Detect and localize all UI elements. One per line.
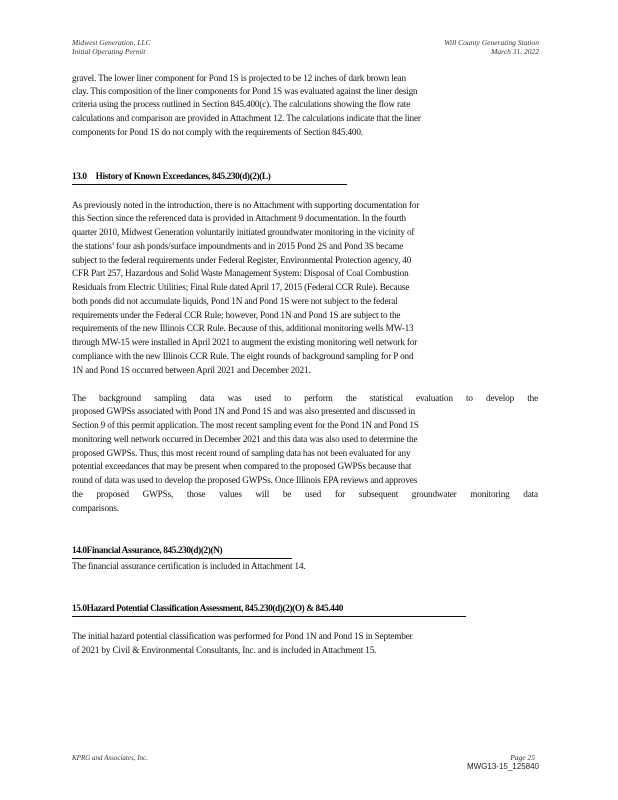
body-line: this Section since the referenced data is provided in Attachment 9 documentation. In the fourth	[72, 213, 407, 223]
section-number: 15.0	[72, 604, 87, 614]
body-line: Residuals from Electric Utilities; Final Rule dated April 17, 2015 (Federal CCR Rule). Because	[72, 282, 410, 292]
section-number: 14.0	[72, 546, 87, 556]
body-line: through MW-15 were installed in April 2021 to augment the existing monitoring well network for	[72, 337, 418, 347]
body-line: of 2021 by Civil & Environmental Consultants, Inc. and is included in Attachment 15.	[72, 645, 377, 655]
body-line: requirements of the new Illinois CCR Rule. Because of this, additional monitoring wells MW-13	[72, 323, 414, 333]
body-line: calculations and comparison are provided in Attachment 12. The calculations indicate that the liner	[72, 113, 421, 123]
body-line: clay. This composition of the liner components for Pond 1S was evaluated against the liner design	[72, 86, 418, 96]
body-line: round of data was used to develop the proposed GWPSs. Once Illinois EPA reviews and approves	[72, 475, 418, 485]
section-15-heading	[72, 603, 466, 617]
body-line: quarter 2010, Midwest Generation voluntarily initiated groundwater monitoring in the vicinity of	[72, 227, 415, 237]
body-line: requirements under the Federal CCR Rule; however, Pond 1N and Pond 1S are subject to the	[72, 310, 401, 320]
body-line: The background sampling data was used to perform the statistical evaluation to develop the	[72, 393, 538, 403]
body-line: compliance with the new Illinois CCR Rule. The eight rounds of background sampling for P ond	[72, 351, 414, 361]
body-line: As previously noted in the introduction, there is no Attachment with supporting documentation for	[72, 200, 420, 210]
company-name: Midwest Generation, LLC	[72, 38, 151, 47]
bates-number: MWG13-15_125840	[466, 762, 539, 771]
section-14-heading	[72, 545, 292, 559]
body-line: gravel. The lower liner component for Pond 1S is projected to be 12 inches of dark brown lean	[72, 73, 406, 83]
section-number: 13.0	[72, 172, 87, 182]
footer-firm: KPRG and Associates, Inc.	[72, 754, 148, 762]
permit-name: Initial Operating Permit	[72, 47, 146, 56]
body-line: the proposed GWPSs, those values will be used for subsequent groundwater monitoring data	[72, 489, 538, 499]
section-title: History of Known Exceedances, 845.230(d)(2)(L)	[95, 172, 271, 182]
section-title: Financial Assurance, 845.230(d)(2)(N)	[86, 546, 223, 556]
page-header-right	[444, 38, 539, 56]
station-name: Will County Generating Station	[444, 38, 539, 47]
body-line: The initial hazard potential classification was performed for Pond 1N and Pond 1S in September	[72, 631, 413, 641]
document-date: March 31, 2022	[491, 47, 539, 56]
body-line: both ponds did not accumulate liquids, Pond 1N and Pond 1S were not subject to the federal	[72, 296, 398, 306]
body-line: CFR Part 257, Hazardous and Solid Waste Management System: Disposal of Coal Combustion	[72, 268, 409, 278]
body-line: subject to the federal requirements under Federal Register, Environmental Protection agency, 40	[72, 255, 412, 265]
section-13-heading	[72, 171, 347, 185]
body-line: potential exceedances that may be present when compared to the proposed GWPSs because that	[72, 461, 412, 471]
body-line: 1N and Pond 1S occurred between April 2021 and December 2021.	[72, 365, 311, 375]
body-line: proposed GWPSs. Thus, this most recent round of sampling data has not been evaluated for any	[72, 448, 411, 458]
page-number: Page 25	[510, 753, 535, 762]
body-line: the stations’ four ash ponds/surface impoundments and in 2015 Pond 2S and Pond 3S became	[72, 241, 404, 251]
page-header-left	[72, 38, 151, 56]
body-line: comparisons.	[72, 503, 119, 513]
section-title: Hazard Potential Classification Assessment, 845.230(d)(2)(O) & 845.440	[86, 604, 343, 614]
body-line: components for Pond 1S do not comply with the requirements of Section 845.400.	[72, 127, 363, 137]
body-line: Section 9 of this permit application. The most recent sampling event for the Pond 1N and Pond 1S	[72, 420, 419, 430]
body-line: The financial assurance certification is included in Attachment 14.	[72, 561, 306, 571]
body-line: monitoring well network occurred in December 2021 and this data was also used to determine the	[72, 434, 418, 444]
body-line: proposed GWPSs associated with Pond 1N and Pond 1S and was also presented and discussed in	[72, 406, 415, 416]
body-line: criteria using the process outlined in Section 845.400(c). The calculations showing the flow rate	[72, 99, 411, 109]
